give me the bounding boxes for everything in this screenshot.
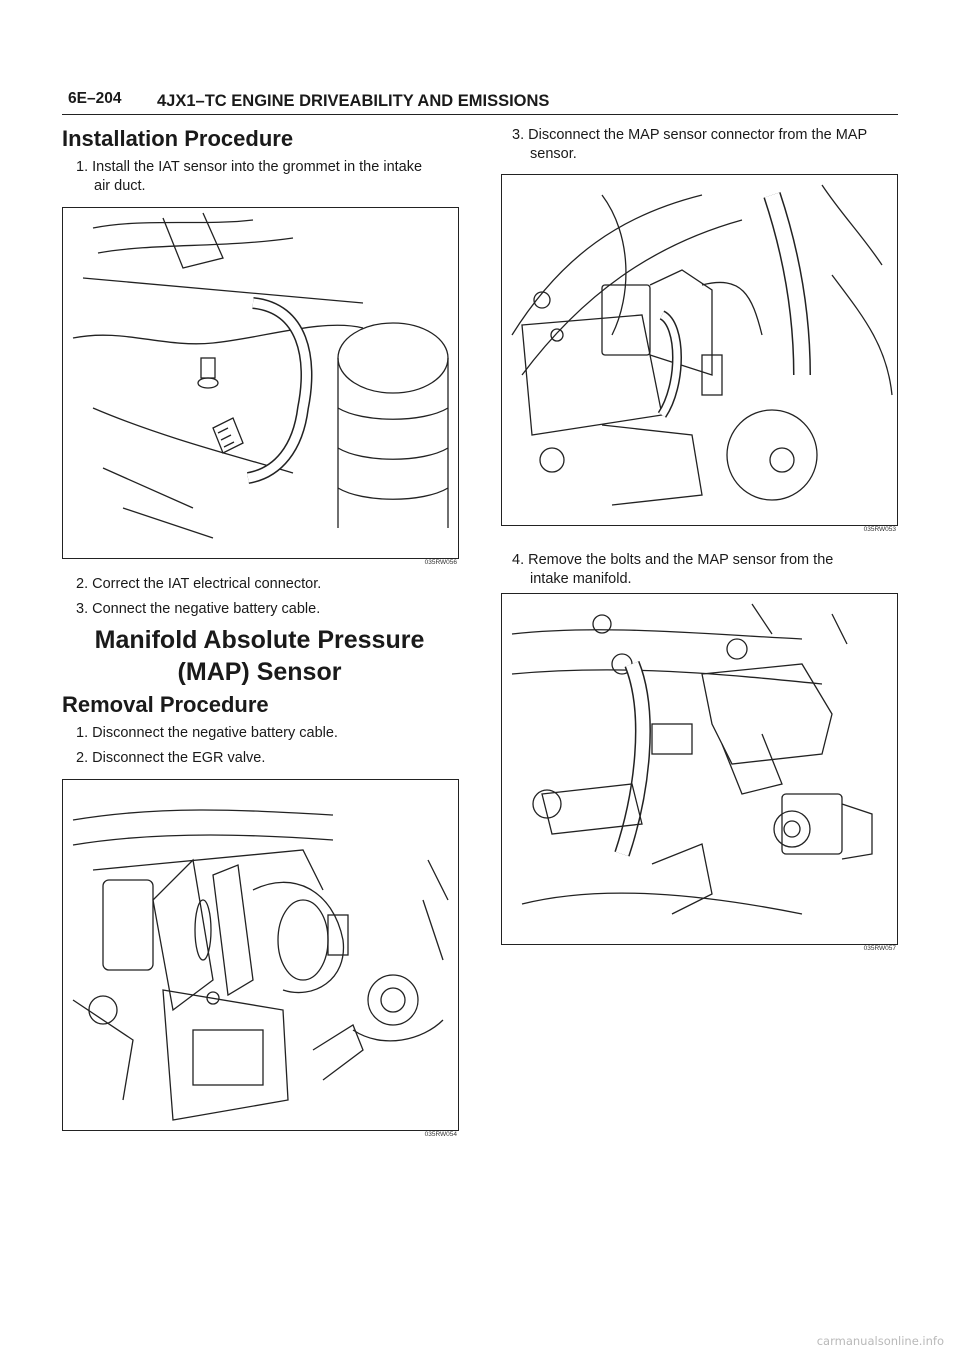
document-title: 4JX1–TC ENGINE DRIVEABILITY AND EMISSIONS [157, 92, 550, 110]
component-heading [62, 624, 457, 688]
figure-iat-sensor-illustration [62, 207, 459, 559]
watermark: carmanualsonline.info [816, 1334, 944, 1348]
install-step-1 [76, 158, 466, 196]
removal-procedure-heading: Removal Procedure [62, 692, 269, 717]
removal-step-1: 1. Disconnect the negative battery cable. [76, 725, 338, 741]
step-text-line1: Remove the bolts and the MAP sensor from the [528, 552, 834, 568]
install-step-2: 2. Correct the IAT electrical connector. [76, 576, 322, 592]
component-heading-line1: Manifold Absolute Pressure [94, 626, 425, 654]
step-text-line2: air duct. [94, 178, 146, 194]
figure-code: 035RW057 [863, 945, 896, 952]
removal-step-4 [512, 551, 898, 589]
step-number: 3. [512, 127, 525, 143]
step-text-line2: intake manifold. [530, 571, 632, 587]
install-step-3: 3. Connect the negative battery cable. [76, 601, 321, 617]
figure-map-sensor-removal-illustration [501, 593, 898, 945]
figure-code: 035RW054 [424, 1131, 457, 1138]
step-text-line1: Disconnect the MAP sensor connector from the MAP [528, 127, 868, 143]
removal-step-3 [512, 126, 898, 164]
step-number: 4. [512, 552, 525, 568]
header-rule [62, 114, 898, 115]
installation-procedure-heading: Installation Procedure [62, 126, 294, 151]
step-text-line2: sensor. [530, 146, 577, 162]
component-heading-line2: (MAP) Sensor [177, 658, 342, 686]
step-number: 1. [76, 159, 89, 175]
step-text-line1: Install the IAT sensor into the grommet in the intake [92, 159, 423, 175]
removal-step-2: 2. Disconnect the EGR valve. [76, 750, 266, 766]
figure-map-connector-illustration [501, 174, 898, 526]
figure-code: 035RW053 [863, 526, 896, 533]
figure-code: 035RW056 [424, 559, 457, 566]
figure-egr-valve-illustration [62, 779, 459, 1131]
page-number: 6E–204 [68, 90, 122, 107]
